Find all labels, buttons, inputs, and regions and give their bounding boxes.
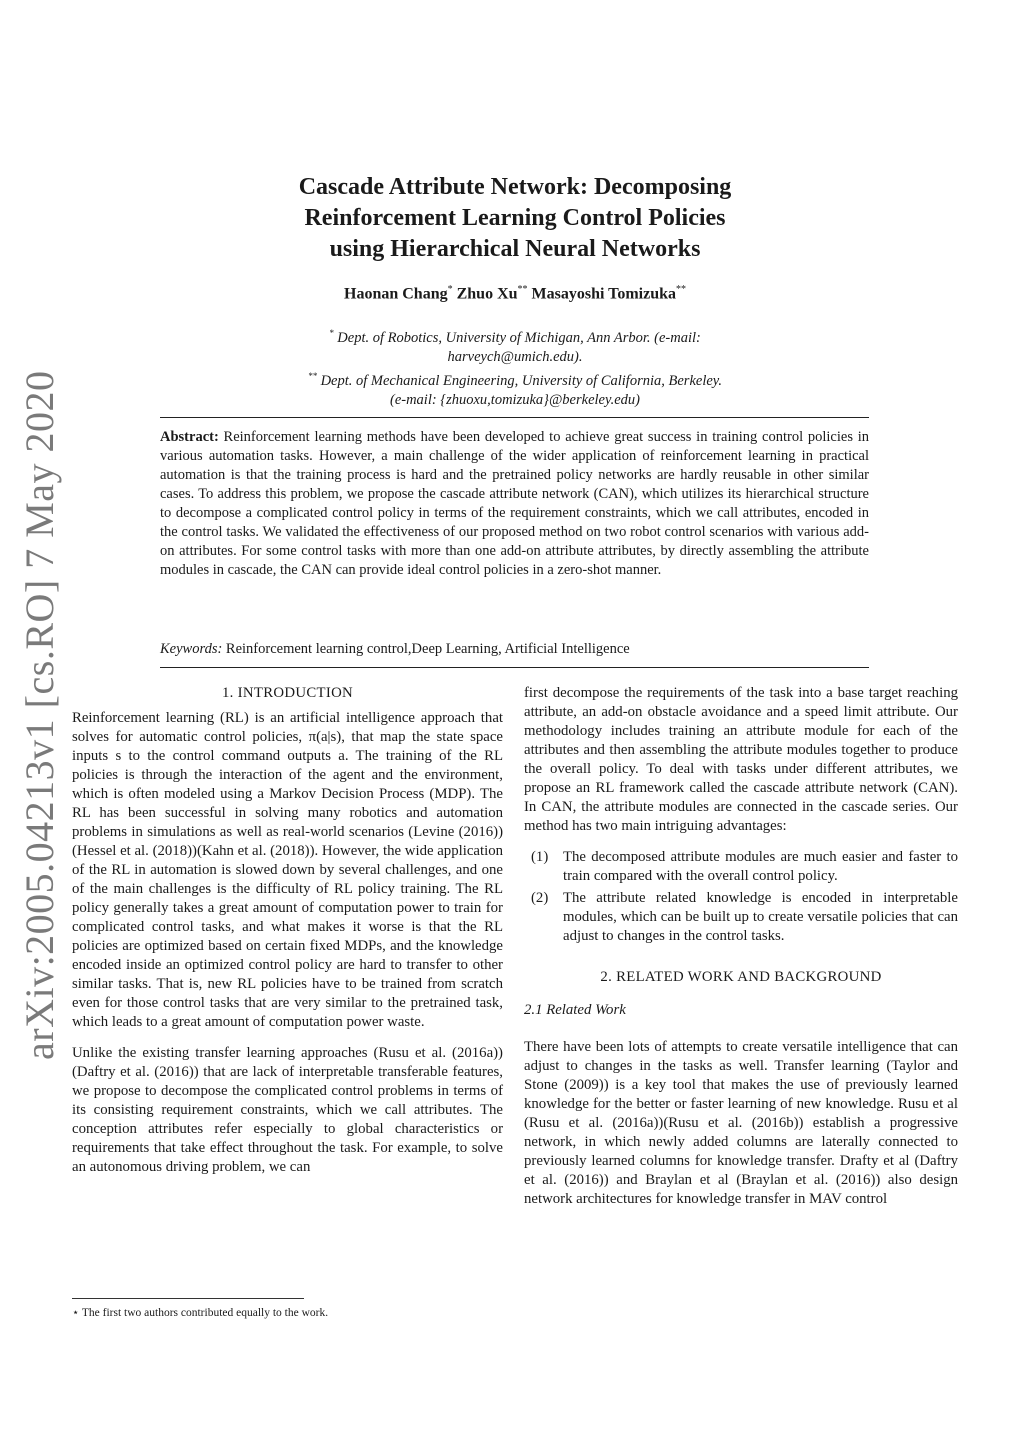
keywords <box>160 640 869 659</box>
related-paragraph-1: There have been lots of attempts to create versatile intelligence that can adjust to changes in the tasks as well. Transfer learning (Taylor and Stone (2009)) is a key tool that makes the use of previously learned knowledge for the better or faster learning of new knowledge. Rusu et al (Rusu et al. (2016a))(Rusu et al. (2016b)) establish a progressive network, in which newly added columns are laterally connected to previously learned columns for knowledge transfer. Drafty et al (Daftry et al. (2016)) and Braylan et al (Braylan et al. (2016)) also design network architectures for knowledge transfer in MAV control <box>524 1039 958 1207</box>
author-name: Zhuo Xu <box>456 285 518 303</box>
affiliation-line <box>200 348 830 367</box>
subsection-heading-related-work: 2.1 Related Work <box>524 1002 626 1018</box>
intro-paragraph-3: first decompose the requirements of the task into a base target reaching attribute, an add-on obstacle avoidance and a speed limit attribute. Our methodology includes training an attribute module for each of the attributes and then assembling the attribute modules together to produce the overall policy. To deal with tasks under different attributes, we propose an RL framework called the cascade attribute network (CAN). In CAN, the attribute modules are connected in the cascade series. Our method has two main intriguing advantages: <box>524 685 958 834</box>
keywords-text: Reinforcement learning control,Deep Learning, Artificial Intelligence <box>225 641 630 657</box>
advantages-list <box>524 848 958 946</box>
section-heading-introduction: 1. INTRODUCTION <box>221 685 354 701</box>
affiliation-mark: ** <box>307 370 317 381</box>
title-line: using Hierarchical Neural Networks <box>329 236 701 262</box>
affiliation-line <box>200 324 830 348</box>
intro-paragraph-1: Reinforcement learning (RL) is an artificial intelligence approach that solves for automatic control policies, π(a|s), that map the state space inputs s to the control command outputs a. The training of the RL policies is through the interaction of the agent and the environment, which is often modeled using a Markov Decision Process (MDP). The RL has been successful in solving many robotics and automation problems in simulations as well as real-world scenarios (Levine (2016))(Hessel et al. (2018))(Kahn et al. (2018)). However, the wide application of the RL in automation is slowed down by several challenges, and one of the main challenges is the difficulty of RL policy training. The RL policy generally takes a great amount of computation power to train for complicated control tasks, and what makes it worse is that the RL policies are optimized based on certain fixed MDPs, and the knowledge encoded inside an optimized control policy are hard to transfer to other similar tasks. That is, new RL policies have to be trained from scratch even for those control tasks that are very similar to the pretrained task, which leads to a great amount of computation power waste. <box>72 710 503 1030</box>
footnote <box>72 1305 503 1319</box>
keywords-label: Keywords: <box>160 641 223 657</box>
affiliation-text: Dept. of Robotics, University of Michigan, Ann Arbor. (e-mail: <box>337 329 701 346</box>
footnote-text: The first two authors contributed equally to the work. <box>81 1307 329 1319</box>
author-mark: ** <box>676 284 686 295</box>
affiliation-text: (e-mail: {zhuoxu,tomizuka}@berkeley.edu) <box>389 391 640 408</box>
author-mark: * <box>447 284 453 295</box>
author-name: Masayoshi Tomizuka <box>531 285 676 303</box>
footnote-rule <box>72 1298 304 1299</box>
intro-paragraph-2: Unlike the existing transfer learning approaches (Rusu et al. (2016a)) (Daftry et al. (2016)) that are lack of interpretable transferable features, we propose to decompose the complicated control problems in terms of its consisting requirement constraints, which we call attributes. The conception attributes refer especially to global characteristics or requirements that take effect throughout the task. For example, to solve an autonomous driving problem, we can <box>72 1045 503 1175</box>
affiliation-line <box>200 391 830 410</box>
section-heading-related-work: 2. RELATED WORK AND BACKGROUND <box>600 969 882 985</box>
author-list <box>200 284 830 303</box>
left-column <box>72 684 503 1177</box>
list-item <box>524 889 958 946</box>
list-item-text: The attribute related knowledge is encoded in interpretable modules, which can be built up to create versatile policies that can adjust to changes in the control tasks. <box>563 890 958 944</box>
list-marker: (1) <box>531 849 549 865</box>
list-item-text: The decomposed attribute modules are much easier and faster to train compared with the overall control policy. <box>563 849 958 884</box>
abstract-text: Reinforcement learning methods have been developed to achieve great success in training control policies in various automation tasks. However, a main challenge of the wider application of reinforcement learning in practical automation is that the training process is hard and the pretrained policy networks are hardly reusable in other similar cases. To address this problem, we propose the cascade attribute network (CAN), which utilizes its hierarchical structure to decompose a complicated control policy in terms of the requirement constraints, which we call attributes, encoded in the control tasks. We validated the effectiveness of our proposed method on two robot control scenarios with various add-on attributes. For some control tasks with more than one add-on attribute attributes, by directly assembling the attribute modules in cascade, the CAN can provide ideal control policies in a zero-shot manner. <box>160 429 869 578</box>
footnote-mark: ⋆ <box>72 1307 80 1319</box>
author-mark: ** <box>517 284 528 295</box>
arxiv-identifier: arXiv:2005.04213v1 [cs.RO] 7 May 2020 <box>17 370 62 1060</box>
author-name: Haonan Chang <box>344 285 448 303</box>
abstract-top-rule <box>160 417 869 418</box>
affiliation-mark: * <box>329 328 334 338</box>
affiliation-line <box>200 367 830 391</box>
abstract-label: Abstract: <box>160 429 219 445</box>
affiliation-text: harveych@umich.edu). <box>447 348 583 365</box>
title-line: Reinforcement Learning Control Policies <box>304 205 726 231</box>
list-marker: (2) <box>531 890 549 906</box>
list-item <box>524 848 958 886</box>
abstract <box>160 428 869 580</box>
keywords-bottom-rule <box>160 667 869 668</box>
paper-title <box>200 172 830 265</box>
right-column <box>524 684 958 1209</box>
affiliation-text: Dept. of Mechanical Engineering, University of California, Berkeley. <box>320 372 723 389</box>
affiliations <box>200 324 830 410</box>
title-line: Cascade Attribute Network: Decomposing <box>298 174 732 200</box>
